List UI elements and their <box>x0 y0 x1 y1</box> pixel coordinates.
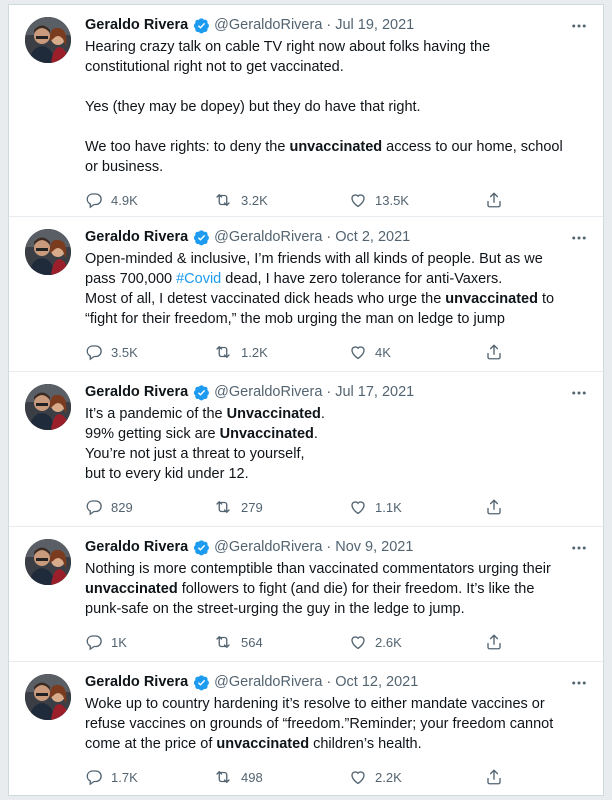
tweet-text <box>85 37 589 177</box>
heart-icon <box>349 343 367 361</box>
share-icon <box>485 633 503 651</box>
verified-badge-icon <box>193 539 210 556</box>
tweet-text <box>85 404 589 484</box>
tweet-feed <box>8 4 604 796</box>
more-options-icon[interactable] <box>567 383 591 403</box>
separator-dot: · <box>326 17 332 33</box>
tweet-date[interactable]: Jul 17, 2021 <box>335 384 415 400</box>
retweet-icon <box>213 343 233 361</box>
text-segment: It’s a pandemic of the <box>85 406 227 422</box>
verified-badge-icon <box>193 674 210 691</box>
hashtag-link[interactable]: #Covid <box>176 271 222 287</box>
like-count: 2.6K <box>375 634 402 650</box>
bold-text: unvaccinated <box>445 291 538 307</box>
like-button[interactable] <box>349 768 485 786</box>
reply-count: 1.7K <box>111 769 138 785</box>
like-count: 2.2K <box>375 769 402 785</box>
avatar[interactable] <box>25 384 71 430</box>
reply-button[interactable] <box>85 633 213 651</box>
author-handle[interactable]: @GeraldoRivera <box>214 17 323 33</box>
tweet-text <box>85 249 589 329</box>
retweet-button[interactable] <box>213 498 349 516</box>
like-count: 1.1K <box>375 499 402 515</box>
separator-dot: · <box>326 539 332 555</box>
text-segment: to “fight for their freedom,” the mob urging the man on ledge to jump <box>85 291 555 327</box>
author-name[interactable]: Geraldo Rivera <box>85 539 189 555</box>
text-segment: children’s health. <box>309 736 422 752</box>
like-button[interactable] <box>349 498 485 516</box>
author-handle[interactable]: @GeraldoRivera <box>214 674 323 690</box>
retweet-button[interactable] <box>213 191 349 209</box>
text-segment: Open-minded & inclusive, I’m friends with all kinds of people. But as we pass 700,000 <box>85 251 543 287</box>
text-segment: Hearing crazy talk on cable TV right now about folks having the constitutional right not to get vaccinated. Yes (they may be dopey) but they do have that right. We too have rights: to deny the <box>85 39 491 155</box>
text-segment: followers to fight (and die) for their freedom. It’s like the punk-safe on the street-urging the guy in the ledge to jump. <box>85 581 535 617</box>
share-icon <box>485 343 503 361</box>
reply-count: 1K <box>111 634 127 650</box>
tweet-header <box>85 16 589 35</box>
tweet-header <box>85 673 589 692</box>
share-icon <box>485 498 503 516</box>
share-button[interactable] <box>485 191 515 209</box>
author-handle[interactable]: @GeraldoRivera <box>214 229 323 245</box>
tweet[interactable] <box>9 372 603 527</box>
share-button[interactable] <box>485 498 515 516</box>
author-name[interactable]: Geraldo Rivera <box>85 384 189 400</box>
retweet-button[interactable] <box>213 343 349 361</box>
share-button[interactable] <box>485 343 515 361</box>
heart-icon <box>349 498 367 516</box>
share-button[interactable] <box>485 633 515 651</box>
text-segment: Nothing is more contemptible than vaccinated commentators urging their <box>85 561 551 577</box>
reply-icon <box>85 768 103 786</box>
reply-button[interactable] <box>85 343 213 361</box>
retweet-count: 279 <box>241 499 263 515</box>
tweet-date[interactable]: Nov 9, 2021 <box>335 539 414 555</box>
heart-icon <box>349 191 367 209</box>
tweet[interactable] <box>9 5 603 217</box>
bold-text: unvaccinated <box>85 581 178 597</box>
tweet-header <box>85 538 589 557</box>
tweet[interactable] <box>9 217 603 372</box>
tweet[interactable] <box>9 527 603 662</box>
tweet-header <box>85 383 589 402</box>
share-icon <box>485 768 503 786</box>
more-options-icon[interactable] <box>567 16 591 36</box>
text-segment: dead, I have zero tolerance for anti-Vaxers. Most of all, I detest vaccinated dick heads who urge the <box>85 271 503 307</box>
tweet-text <box>85 694 589 754</box>
tweet-text <box>85 559 589 619</box>
like-button[interactable] <box>349 191 485 209</box>
share-button[interactable] <box>485 768 515 786</box>
tweet-actions <box>85 623 589 661</box>
tweet-actions <box>85 181 589 219</box>
retweet-count: 3.2K <box>241 192 268 208</box>
tweet-date[interactable]: Oct 2, 2021 <box>335 229 411 245</box>
separator-dot: · <box>326 384 332 400</box>
separator-dot: · <box>326 674 332 690</box>
more-options-icon[interactable] <box>567 673 591 693</box>
retweet-icon <box>213 768 233 786</box>
heart-icon <box>349 633 367 651</box>
retweet-icon <box>213 633 233 651</box>
tweet[interactable] <box>9 662 603 795</box>
tweet-date[interactable]: Oct 12, 2021 <box>335 674 419 690</box>
retweet-button[interactable] <box>213 768 349 786</box>
author-name[interactable]: Geraldo Rivera <box>85 17 189 33</box>
like-button[interactable] <box>349 343 485 361</box>
reply-count: 4.9K <box>111 192 138 208</box>
heart-icon <box>349 768 367 786</box>
avatar[interactable] <box>25 229 71 275</box>
avatar[interactable] <box>25 674 71 720</box>
bold-text: Unvaccinated <box>226 406 321 422</box>
text-segment: Woke up to country hardening it’s resolve to either mandate vaccines or refuse vaccines on grounds of “freedom.”Reminder; your freedom cannot come at the price of <box>85 696 554 752</box>
author-name[interactable]: Geraldo Rivera <box>85 229 189 245</box>
avatar[interactable] <box>25 539 71 585</box>
like-count: 4K <box>375 344 391 360</box>
text-segment: access to our home, school or business. <box>85 139 563 175</box>
like-button[interactable] <box>349 633 485 651</box>
reply-icon <box>85 633 103 651</box>
tweet-date[interactable]: Jul 19, 2021 <box>335 17 415 33</box>
more-options-icon[interactable] <box>567 538 591 558</box>
reply-icon <box>85 343 103 361</box>
reply-count: 3.5K <box>111 344 138 360</box>
author-name[interactable]: Geraldo Rivera <box>85 674 189 690</box>
tweet-header <box>85 228 589 247</box>
retweet-button[interactable] <box>213 633 349 651</box>
reply-count: 829 <box>111 499 133 515</box>
reply-button[interactable] <box>85 191 213 209</box>
reply-button[interactable] <box>85 768 213 786</box>
retweet-count: 498 <box>241 769 263 785</box>
retweet-count: 564 <box>241 634 263 650</box>
tweet-actions <box>85 488 589 526</box>
bold-text: unvaccinated <box>289 139 383 155</box>
bold-text: Unvaccinated <box>219 426 314 442</box>
verified-badge-icon <box>193 17 210 34</box>
reply-icon <box>85 191 103 209</box>
like-count: 13.5K <box>375 192 409 208</box>
more-options-icon[interactable] <box>567 228 591 248</box>
separator-dot: · <box>326 229 332 245</box>
author-handle[interactable]: @GeraldoRivera <box>214 539 323 555</box>
verified-badge-icon <box>193 384 210 401</box>
text-segment: . You’re not just a threat to yourself, but to every kid under 12. <box>85 426 318 482</box>
retweet-count: 1.2K <box>241 344 268 360</box>
avatar[interactable] <box>25 17 71 63</box>
tweet-actions <box>85 333 589 371</box>
tweet-actions <box>85 758 589 796</box>
bold-text: unvaccinated <box>216 736 310 752</box>
text-segment: . 99% getting sick are <box>85 406 325 442</box>
reply-button[interactable] <box>85 498 213 516</box>
author-handle[interactable]: @GeraldoRivera <box>214 384 323 400</box>
reply-icon <box>85 498 103 516</box>
verified-badge-icon <box>193 229 210 246</box>
share-icon <box>485 191 503 209</box>
retweet-icon <box>213 498 233 516</box>
retweet-icon <box>213 191 233 209</box>
